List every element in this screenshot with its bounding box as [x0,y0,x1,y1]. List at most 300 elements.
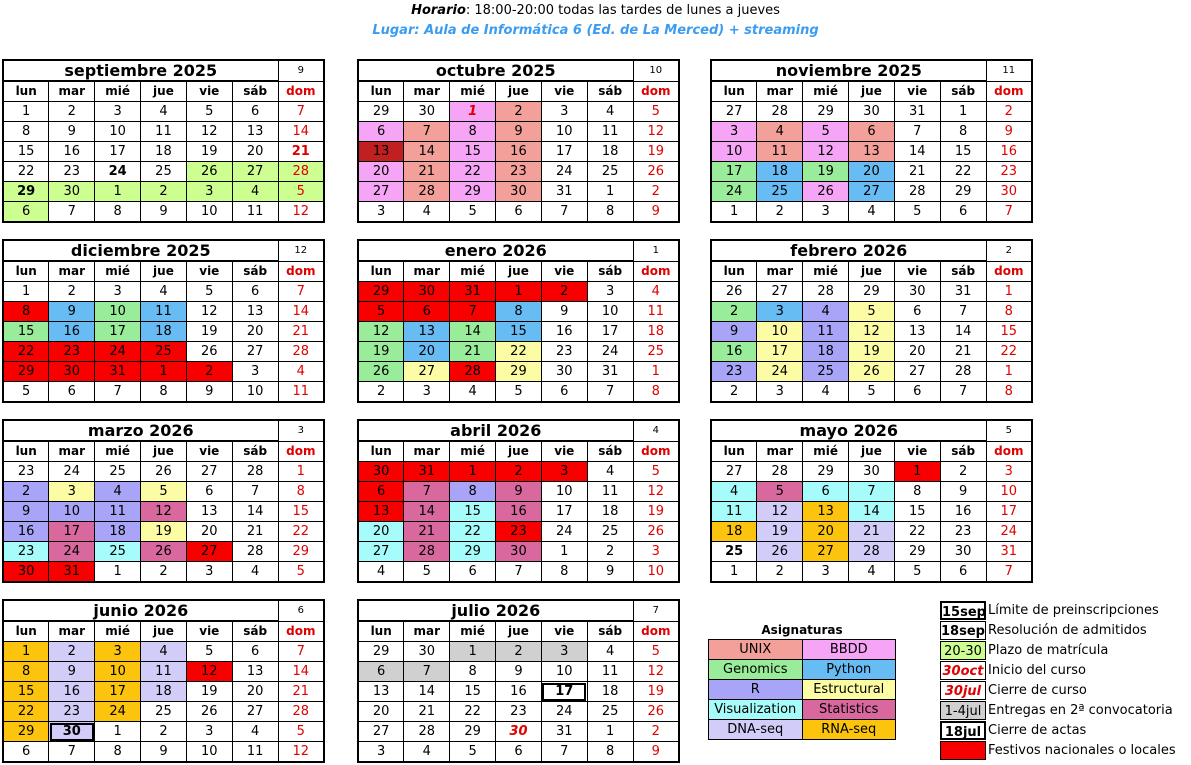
month-number: 3 [278,420,324,441]
day-cell: 1 [450,102,496,122]
day-cell: 26 [141,462,187,482]
day-cell: 20 [358,522,404,542]
day-cell: 2 [358,382,404,403]
weekday-header: mar [49,441,95,462]
day-cell: 7 [49,202,95,223]
asignaturas-panel [708,621,896,740]
day-cell: 14 [894,142,940,162]
weekday-header: dom [278,81,324,102]
day-cell: 25 [803,362,849,382]
day-cell: 11 [587,662,633,682]
day-cell: 3 [757,302,803,322]
day-cell: 17 [95,322,141,342]
day-cell: 23 [496,162,542,182]
day-cell: 10 [186,202,232,223]
day-cell: 2 [541,282,587,302]
day-cell: 11 [587,122,633,142]
day-cell: 8 [986,382,1032,403]
day-cell: 30 [849,462,895,482]
day-cell: 26 [186,342,232,362]
day-cell: 2 [49,642,95,662]
day-cell: 27 [404,362,450,382]
weekday-header: vie [894,261,940,282]
month-number: 6 [278,600,324,621]
day-cell: 3 [803,202,849,223]
day-cell: 29 [803,462,849,482]
month-title: julio 2026 [358,600,633,621]
day-cell: 5 [3,382,49,403]
weekday-header: mié [95,261,141,282]
day-cell: 20 [404,342,450,362]
day-cell: 19 [186,322,232,342]
day-cell: 19 [633,502,679,522]
day-cell: 9 [49,662,95,682]
day-cell: 10 [541,662,587,682]
weekday-header: vie [894,441,940,462]
day-cell: 4 [232,562,278,583]
day-cell: 8 [95,202,141,223]
weekday-header: sáb [232,81,278,102]
day-cell: 3 [541,102,587,122]
legend-item [940,660,1190,680]
day-cell: 30 [404,282,450,302]
day-cell: 6 [358,482,404,502]
day-cell: 30 [894,282,940,302]
day-cell: 29 [358,282,404,302]
weekday-header: mar [404,81,450,102]
day-cell: 12 [849,322,895,342]
day-cell: 3 [358,202,404,223]
day-cell: 28 [278,702,324,722]
day-cell: 13 [186,502,232,522]
day-cell: 17 [541,682,587,702]
day-cell: 4 [141,642,187,662]
day-cell: 26 [711,282,757,302]
day-cell: 3 [95,102,141,122]
day-cell: 20 [186,522,232,542]
day-cell: 24 [711,182,757,202]
day-cell: 20 [232,142,278,162]
day-cell: 5 [803,122,849,142]
weekday-header: mar [49,621,95,642]
legend-key: 15sep [940,601,986,620]
day-cell: 12 [803,142,849,162]
weekday-header: mié [450,261,496,282]
weekday-header: vie [894,81,940,102]
day-cell: 29 [940,182,986,202]
legend-text: Límite de preinscripciones [988,602,1159,618]
day-cell: 8 [141,382,187,403]
day-cell: 30 [986,182,1032,202]
day-cell: 20 [232,682,278,702]
day-cell: 16 [496,682,542,702]
day-cell: 16 [49,142,95,162]
day-cell: 22 [450,162,496,182]
day-cell: 21 [450,342,496,362]
day-cell: 26 [633,162,679,182]
day-cell: 8 [278,482,324,502]
day-cell: 12 [757,502,803,522]
day-cell: 11 [95,502,141,522]
day-cell: 17 [711,162,757,182]
day-cell: 26 [849,362,895,382]
day-cell: 3 [757,382,803,403]
day-cell: 10 [541,122,587,142]
day-cell: 16 [49,322,95,342]
day-cell: 5 [849,382,895,403]
day-cell: 4 [587,642,633,662]
asignaturas-table [708,639,896,740]
day-cell: 25 [587,522,633,542]
day-cell: 7 [986,202,1032,223]
day-cell: 22 [450,522,496,542]
day-cell: 5 [278,722,324,742]
day-cell: 8 [3,122,49,142]
day-cell: 31 [49,562,95,583]
day-cell: 29 [450,182,496,202]
day-cell: 2 [141,562,187,583]
legend-key: 18jul [940,721,986,740]
day-cell: 19 [186,682,232,702]
day-cell: 27 [849,182,895,202]
day-cell: 10 [49,502,95,522]
day-cell: 21 [232,522,278,542]
day-cell: 6 [496,202,542,223]
day-cell: 11 [803,322,849,342]
day-cell: 6 [3,202,49,223]
day-cell: 11 [278,382,324,403]
day-cell: 9 [141,742,187,763]
weekday-header: dom [633,441,679,462]
day-cell: 8 [95,742,141,763]
day-cell: 2 [986,102,1032,122]
day-cell: 24 [95,342,141,362]
month-calendar [2,59,325,219]
weekday-header: dom [278,441,324,462]
day-cell: 28 [894,182,940,202]
weekday-header: dom [986,81,1032,102]
day-cell: 21 [849,522,895,542]
day-cell: 27 [232,702,278,722]
day-cell: 5 [404,562,450,583]
day-cell: 14 [278,122,324,142]
day-cell: 11 [757,142,803,162]
day-cell: 27 [232,342,278,362]
day-cell: 14 [404,142,450,162]
day-cell: 8 [496,302,542,322]
day-cell: 11 [141,302,187,322]
day-cell: 29 [450,542,496,562]
day-cell: 7 [496,562,542,583]
day-cell: 7 [541,742,587,763]
month-calendar [710,59,1033,219]
day-cell: 31 [450,282,496,302]
day-cell: 7 [404,122,450,142]
day-cell: 29 [450,722,496,742]
day-cell: 30 [496,182,542,202]
day-cell: 2 [141,182,187,202]
weekday-header: mar [757,261,803,282]
day-cell: 5 [633,102,679,122]
day-cell: 24 [986,522,1032,542]
day-cell: 15 [3,682,49,702]
weekday-header: mié [95,81,141,102]
day-cell: 3 [186,182,232,202]
day-cell: 15 [450,682,496,702]
day-cell: 22 [940,162,986,182]
day-cell: 8 [3,662,49,682]
legend-key: 18sep [940,621,986,640]
day-cell: 19 [186,142,232,162]
day-cell: 23 [711,362,757,382]
month-number: 2 [986,240,1032,261]
day-cell: 27 [232,162,278,182]
day-cell: 19 [803,162,849,182]
day-cell: 31 [587,362,633,382]
day-cell: 6 [803,482,849,502]
day-cell: 4 [232,182,278,202]
legend-item [940,620,1190,640]
weekday-header: mar [49,261,95,282]
day-cell: 29 [3,182,49,202]
weekday-header: mié [803,441,849,462]
day-cell: 1 [450,462,496,482]
month-number: 7 [633,600,679,621]
day-cell: 9 [49,122,95,142]
day-cell: 20 [232,322,278,342]
day-cell: 9 [541,302,587,322]
weekday-header: sáb [232,261,278,282]
day-cell: 10 [711,142,757,162]
day-cell: 4 [587,102,633,122]
day-cell: 17 [95,142,141,162]
horario-line [0,3,1191,18]
day-cell: 17 [541,142,587,162]
day-cell: 12 [358,322,404,342]
day-cell: 24 [587,342,633,362]
day-cell: 18 [141,682,187,702]
day-cell: 18 [141,322,187,342]
day-cell: 1 [95,562,141,583]
day-cell: 30 [404,642,450,662]
day-cell: 26 [186,702,232,722]
weekday-header: mié [450,441,496,462]
day-cell: 17 [49,522,95,542]
day-cell: 27 [358,542,404,562]
weekday-header: mar [404,441,450,462]
day-cell: 30 [541,362,587,382]
day-cell: 25 [141,342,187,362]
day-cell: 21 [894,162,940,182]
day-cell: 18 [587,682,633,702]
day-cell: 5 [450,742,496,763]
day-cell: 28 [450,362,496,382]
legend-key: 20-30 [940,641,986,660]
weekday-header: sáb [587,441,633,462]
legend-item [940,720,1190,740]
day-cell: 1 [986,362,1032,382]
day-cell: 14 [940,322,986,342]
day-cell: 5 [633,642,679,662]
weekday-header: vie [186,81,232,102]
day-cell: 23 [940,522,986,542]
day-cell: 9 [633,202,679,223]
day-cell: 16 [496,502,542,522]
day-cell: 16 [496,142,542,162]
day-cell: 4 [849,202,895,223]
day-cell: 30 [849,102,895,122]
day-cell: 13 [404,322,450,342]
month-title: noviembre 2025 [711,60,986,81]
weekday-header: sáb [587,261,633,282]
weekday-header: lun [711,441,757,462]
day-cell: 24 [95,702,141,722]
day-cell: 15 [450,502,496,522]
day-cell: 31 [541,722,587,742]
day-cell: 25 [95,542,141,562]
day-cell: 2 [587,542,633,562]
day-cell: 13 [803,502,849,522]
weekday-header: sáb [940,441,986,462]
weekday-header: jue [141,441,187,462]
day-cell: 14 [450,322,496,342]
day-cell: 1 [940,102,986,122]
weekday-header: dom [633,81,679,102]
day-cell: 15 [3,142,49,162]
day-cell: 10 [757,322,803,342]
day-cell: 29 [3,722,49,742]
day-cell: 3 [232,362,278,382]
day-cell: 6 [404,302,450,322]
day-cell: 5 [278,182,324,202]
day-cell: 25 [587,162,633,182]
day-cell: 3 [541,642,587,662]
day-cell: 4 [711,482,757,502]
subject-swatch: Statistics [802,700,896,720]
day-cell: 10 [186,742,232,763]
day-cell: 18 [633,322,679,342]
day-cell: 6 [49,382,95,403]
day-cell: 29 [358,642,404,662]
month-title: febrero 2026 [711,240,986,261]
day-cell: 12 [278,742,324,763]
day-cell: 22 [278,522,324,542]
day-cell: 21 [404,162,450,182]
horario-label: Horario [411,3,466,18]
month-calendar [710,239,1033,399]
day-cell: 24 [541,522,587,542]
day-cell: 3 [587,282,633,302]
weekday-header: lun [358,261,404,282]
weekday-header: lun [3,261,49,282]
day-cell: 12 [186,302,232,322]
weekday-header: sáb [587,81,633,102]
legend-text: Inicio del curso [988,662,1086,678]
day-cell: 3 [404,382,450,403]
day-cell: 14 [849,502,895,522]
day-cell: 13 [358,682,404,702]
day-cell: 15 [450,142,496,162]
subject-swatch: Visualization [709,700,803,720]
day-cell: 7 [587,382,633,403]
day-cell: 3 [186,722,232,742]
day-cell: 9 [587,562,633,583]
day-cell: 3 [95,642,141,662]
day-cell: 23 [3,542,49,562]
day-cell: 3 [986,462,1032,482]
day-cell: 13 [894,322,940,342]
month-title: octubre 2025 [358,60,633,81]
day-cell: 1 [541,542,587,562]
legend-key: 30jul [940,681,986,700]
day-cell: 19 [141,522,187,542]
day-cell: 29 [358,102,404,122]
day-cell: 28 [404,182,450,202]
day-cell: 25 [141,702,187,722]
day-cell: 6 [358,662,404,682]
month-calendar [2,239,325,399]
day-cell: 6 [894,382,940,403]
legend-text: Cierre de actas [988,722,1087,738]
day-cell: 6 [541,382,587,403]
weekday-header: jue [141,261,187,282]
month-number: 9 [278,60,324,81]
day-cell: 5 [141,482,187,502]
day-cell: 30 [358,462,404,482]
month-number: 5 [986,420,1032,441]
day-cell: 9 [633,742,679,763]
day-cell: 8 [986,302,1032,322]
day-cell: 8 [3,302,49,322]
day-cell: 1 [711,562,757,583]
day-cell: 3 [95,282,141,302]
day-cell: 5 [849,302,895,322]
day-cell: 1 [450,642,496,662]
day-cell: 2 [49,282,95,302]
day-cell: 16 [49,682,95,702]
day-cell: 19 [757,522,803,542]
day-cell: 15 [278,502,324,522]
day-cell: 24 [541,702,587,722]
day-cell: 27 [186,542,232,562]
weekday-header: lun [3,621,49,642]
day-cell: 11 [633,302,679,322]
month-calendar [357,239,680,399]
day-cell: 30 [496,542,542,562]
day-cell: 2 [757,562,803,583]
day-cell: 28 [757,462,803,482]
day-cell: 14 [404,502,450,522]
day-cell: 1 [633,362,679,382]
day-cell: 17 [587,322,633,342]
day-cell: 18 [587,142,633,162]
day-cell: 1 [496,282,542,302]
day-cell: 4 [141,282,187,302]
weekday-header: dom [633,621,679,642]
weekday-header: mar [757,81,803,102]
weekday-header: vie [541,441,587,462]
day-cell: 5 [278,562,324,583]
weekday-header: sáb [232,441,278,462]
day-cell: 19 [633,142,679,162]
day-cell: 8 [450,482,496,502]
day-cell: 26 [141,542,187,562]
subject-swatch: DNA-seq [709,720,803,740]
day-cell: 18 [141,142,187,162]
day-cell: 13 [232,122,278,142]
day-cell: 28 [278,342,324,362]
legend-text: Festivos nacionales o locales [988,742,1176,758]
